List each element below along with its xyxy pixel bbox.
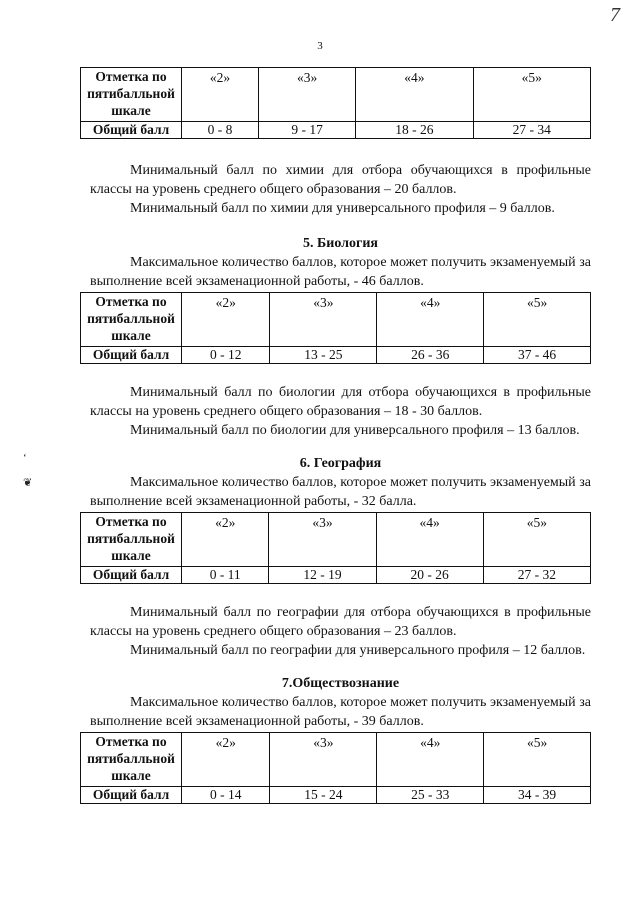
geography-min-universal: Минимальный балл по географии для универсального профиля – 12 баллов. — [130, 643, 586, 658]
grade-5-header: «5» — [483, 513, 590, 567]
grade-row-label: Отметка по пятибалльной шкале — [81, 733, 182, 787]
chemistry-min-profile: Минимальный балл по химии для отбора обучающихся в профильные классы на уровень среднего общего образования – 20 баллов. — [90, 163, 591, 197]
grade-5-header: «5» — [484, 293, 591, 347]
score-row-label: Общий балл — [81, 122, 182, 139]
score-range-grade-4: 26 - 36 — [377, 347, 484, 364]
grade-2-header: «2» — [182, 733, 270, 787]
social-studies-intro: Максимальное количество баллов, которое может получить экзаменуемый за выполнение всей экзаменационной работы, - 39 баллов. — [90, 695, 591, 729]
score-range-grade-3: 13 - 25 — [270, 347, 377, 364]
score-range-grade-4: 25 - 33 — [377, 787, 484, 804]
biology-min-universal: Минимальный балл по биологии для универсального профиля – 13 баллов. — [130, 423, 580, 438]
grade-4-header: «4» — [377, 733, 484, 787]
biology-grade-table — [80, 292, 591, 364]
biology-min-profile: Минимальный балл по биологии для отбора обучающихся в профильные классы на уровень среднего общего образования – 18 - 30 баллов. — [90, 385, 591, 419]
score-range-grade-4: 20 - 26 — [376, 567, 483, 584]
handwritten-page-mark: 7 — [610, 4, 620, 26]
page-number: 3 — [317, 40, 323, 52]
score-range-grade-2: 0 - 12 — [182, 347, 270, 364]
geography-grade-table — [80, 512, 591, 584]
social-studies-grade-table — [80, 732, 591, 804]
geography-heading: 6. География — [299, 456, 382, 471]
geography-min-profile: Минимальный балл по географии для отбора обучающихся в профильные классы на уровень среднего общего образования – 23 баллов. — [90, 605, 591, 639]
score-range-grade-5: 34 - 39 — [484, 787, 591, 804]
score-range-grade-5: 37 - 46 — [484, 347, 591, 364]
chemistry-grade-table — [80, 67, 591, 139]
grade-3-header: «3» — [269, 513, 376, 567]
score-range-grade-2: 0 - 14 — [182, 787, 270, 804]
score-range-grade-3: 9 - 17 — [259, 122, 356, 139]
grade-4-header: «4» — [377, 293, 484, 347]
social-studies-heading: 7.Обществознание — [281, 676, 400, 691]
grade-3-header: «3» — [270, 293, 377, 347]
grade-row-label: Отметка по пятибалльной шкале — [81, 68, 182, 122]
geography-intro: Максимальное количество баллов, которое может получить экзаменуемый за выполнение всей экзаменационной работы, - 32 балла. — [90, 475, 591, 509]
score-range-grade-4: 18 - 26 — [356, 122, 473, 139]
grade-2-header: «2» — [182, 293, 270, 347]
grade-row-label: Отметка по пятибалльной шкале — [81, 513, 182, 567]
grade-2-header: «2» — [182, 68, 259, 122]
score-range-grade-3: 12 - 19 — [269, 567, 376, 584]
grade-4-header: «4» — [376, 513, 483, 567]
margin-mark-2: ❦ — [23, 477, 33, 489]
score-range-grade-2: 0 - 8 — [182, 122, 259, 139]
biology-intro: Максимальное количество баллов, которое может получить экзаменуемый за выполнение всей экзаменационной работы, - 46 баллов. — [90, 255, 591, 289]
grade-5-header: «5» — [484, 733, 591, 787]
score-row-label: Общий балл — [81, 567, 182, 584]
score-row-label: Общий балл — [81, 787, 182, 804]
score-row-label: Общий балл — [81, 347, 182, 364]
grade-4-header: «4» — [356, 68, 473, 122]
margin-mark-1: ‘ — [23, 452, 27, 464]
grade-row-label: Отметка по пятибалльной шкале — [81, 293, 182, 347]
score-range-grade-5: 27 - 34 — [473, 122, 590, 139]
score-range-grade-5: 27 - 32 — [483, 567, 590, 584]
grade-2-header: «2» — [182, 513, 269, 567]
chemistry-min-universal: Минимальный балл по химии для универсального профиля – 9 баллов. — [130, 201, 555, 216]
score-range-grade-2: 0 - 11 — [182, 567, 269, 584]
grade-3-header: «3» — [270, 733, 377, 787]
score-range-grade-3: 15 - 24 — [270, 787, 377, 804]
biology-heading: 5. Биология — [303, 236, 378, 251]
grade-5-header: «5» — [473, 68, 590, 122]
grade-3-header: «3» — [259, 68, 356, 122]
